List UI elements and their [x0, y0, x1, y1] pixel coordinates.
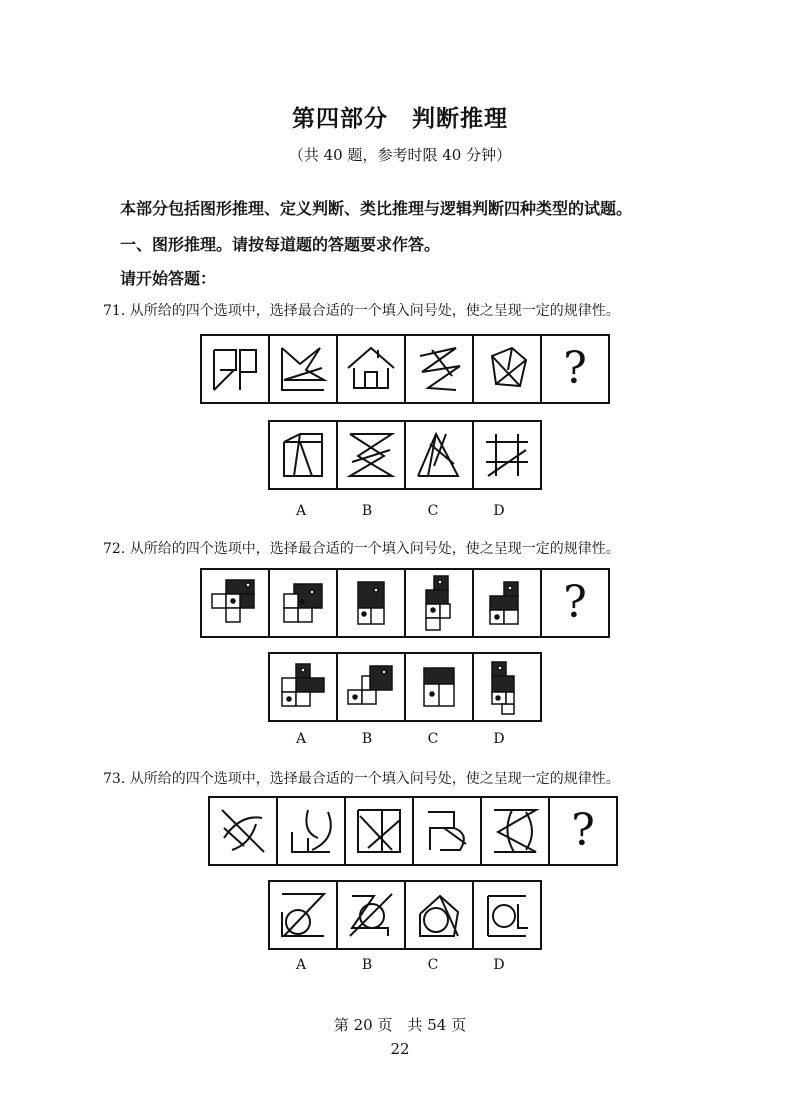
q72-figure-3 [336, 568, 406, 638]
question-number: 73. [103, 771, 126, 787]
q71-figure-5 [472, 334, 542, 404]
q73-option-letters [268, 957, 532, 973]
q71-question-mark: ? [540, 334, 610, 404]
q72-figure-4 [404, 568, 474, 638]
q71-option-d[interactable] [472, 420, 542, 490]
q73-figure-4 [412, 796, 482, 866]
q73-figure-1 [208, 796, 278, 866]
q73-option-a[interactable] [268, 880, 338, 950]
q72-figure-2 [268, 568, 338, 638]
question-72-text [103, 538, 620, 558]
q71-option-b[interactable] [336, 420, 406, 490]
option-letter-c: C [427, 503, 439, 519]
question-number: 71. [103, 303, 126, 319]
q73-option-b[interactable] [336, 880, 406, 950]
q73-option-d[interactable] [472, 880, 542, 950]
question-71-text [103, 300, 620, 320]
q72-option-letters [268, 731, 532, 747]
section-subtitle: （共 40 题，参考时限 40 分钟） [288, 146, 512, 164]
q73-figure-3 [344, 796, 414, 866]
q71-figure-2 [268, 334, 338, 404]
question-71-options [268, 420, 542, 490]
q72-question-mark: ? [540, 568, 610, 638]
q72-option-d[interactable] [472, 652, 542, 722]
q71-figure-1 [200, 334, 270, 404]
q71-option-a[interactable] [268, 420, 338, 490]
q71-figure-4 [404, 334, 474, 404]
option-letter-d: D [493, 957, 505, 973]
q72-option-a[interactable] [268, 652, 338, 722]
option-letter-a: A [295, 731, 307, 747]
question-72-sequence [200, 568, 610, 638]
option-letter-a: A [295, 503, 307, 519]
option-letter-b: B [361, 503, 373, 519]
option-letter-c: C [427, 957, 439, 973]
question-73-sequence [208, 796, 618, 866]
q71-option-letters [268, 503, 532, 519]
q73-question-mark: ? [548, 796, 618, 866]
question-71-sequence [200, 334, 610, 404]
q72-option-c[interactable] [404, 652, 474, 722]
option-letter-a: A [295, 957, 307, 973]
page-footer: 第 20 页 共 54 页 [333, 1016, 467, 1034]
option-letter-d: D [493, 503, 505, 519]
question-stem: 从所给的四个选项中，选择最合适的一个填入问号处，使之呈现一定的规律性。 [129, 541, 620, 557]
section-title: 第四部分 判断推理 [292, 106, 508, 132]
q73-figure-2 [276, 796, 346, 866]
option-letter-d: D [493, 731, 505, 747]
option-letter-b: B [361, 957, 373, 973]
q71-figure-3 [336, 334, 406, 404]
q71-option-c[interactable] [404, 420, 474, 490]
intro-line-1: 本部分包括图形推理、定义判断、类比推理与逻辑判断四种类型的试题。 [120, 199, 633, 218]
question-73-options [268, 880, 542, 950]
question-73-text [103, 768, 620, 788]
option-letter-b: B [361, 731, 373, 747]
q73-option-c[interactable] [404, 880, 474, 950]
q72-figure-1 [200, 568, 270, 638]
question-stem: 从所给的四个选项中，选择最合适的一个填入问号处，使之呈现一定的规律性。 [129, 771, 620, 787]
question-stem: 从所给的四个选项中，选择最合适的一个填入问号处，使之呈现一定的规律性。 [129, 303, 620, 319]
page-number: 22 [390, 1040, 410, 1058]
option-letter-c: C [427, 731, 439, 747]
q72-figure-5 [472, 568, 542, 638]
question-number: 72. [103, 541, 126, 557]
q73-figure-5 [480, 796, 550, 866]
intro-line-2: 一、图形推理。请按每道题的答题要求作答。 [120, 235, 441, 254]
q72-option-b[interactable] [336, 652, 406, 722]
question-72-options [268, 652, 542, 722]
intro-line-3: 请开始答题： [120, 269, 217, 288]
